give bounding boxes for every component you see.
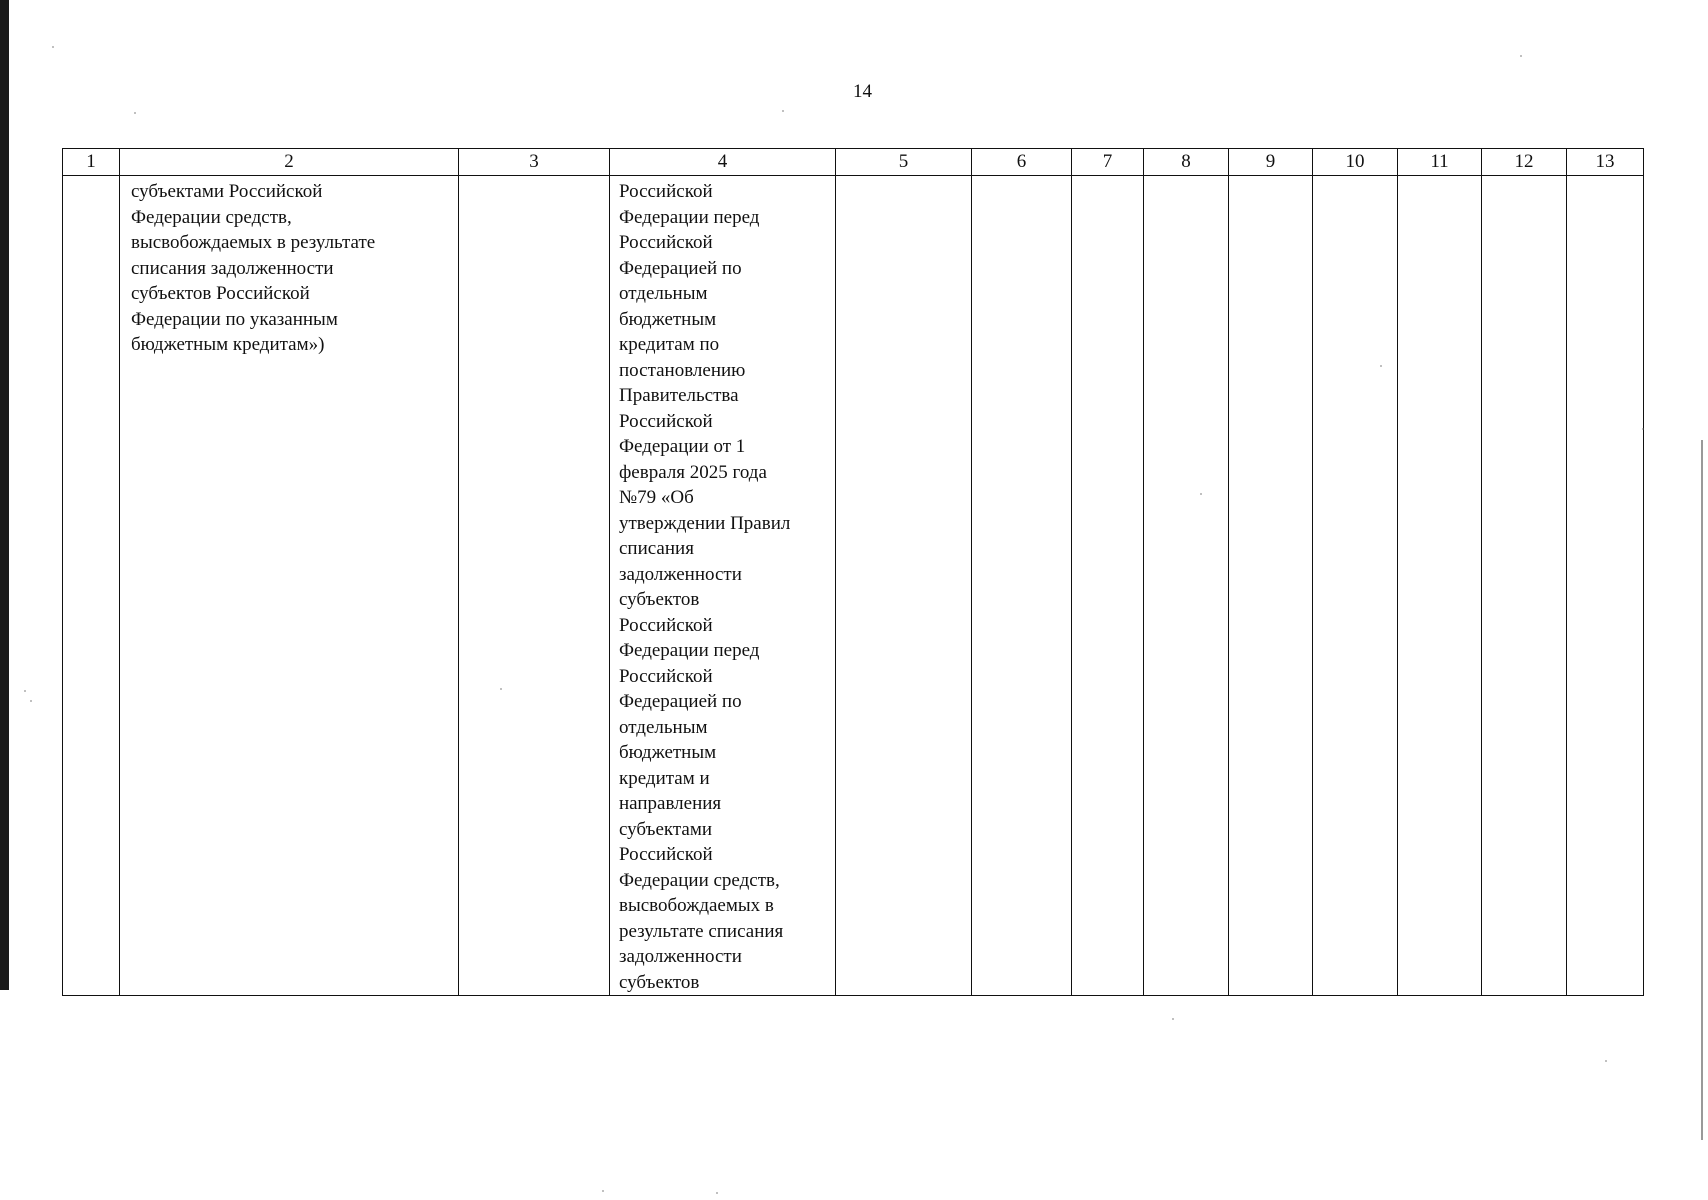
page-number: 14 — [853, 81, 872, 102]
column-header: 3 — [459, 149, 610, 176]
scan-speck — [24, 690, 26, 692]
column-header: 7 — [1072, 149, 1144, 176]
scan-speck — [716, 1192, 718, 1194]
column-header: 2 — [120, 149, 459, 176]
column-header: 10 — [1313, 149, 1398, 176]
cell-text: Российской Федерации перед Российской Федерацией по отдельным бюджетным кредитам по постановлению Правительства Российской Федерации от 1 февраля 2025 года №79 «Об утверждении Правил списания задолженности субъектов Российской Федерации перед Российской Федерацией по отдельным бюджетным кредитам и направления субъектами Российской Федерации средств, высвобождаемых в результате списания задолженности субъектов — [619, 181, 791, 993]
table-cell — [1144, 176, 1229, 996]
document-table — [62, 148, 1644, 996]
column-header: 11 — [1398, 149, 1482, 176]
scan-speck — [1380, 365, 1382, 367]
column-header: 8 — [1144, 149, 1229, 176]
scan-speck — [1200, 493, 1202, 495]
table-cell — [1229, 176, 1313, 996]
column-header: 12 — [1482, 149, 1567, 176]
table-cell — [836, 176, 972, 996]
table-cell — [1072, 176, 1144, 996]
cell-text — [1313, 176, 1397, 179]
table-cell — [610, 176, 836, 996]
cell-text — [1567, 176, 1643, 179]
table-cell — [1313, 176, 1398, 996]
table-cell — [1398, 176, 1482, 996]
scan-speck — [30, 700, 32, 702]
cell-text — [972, 176, 1071, 179]
scan-speck — [1642, 428, 1644, 430]
table-cell — [459, 176, 610, 996]
scan-edge-line — [1701, 440, 1703, 1140]
scan-speck — [1520, 55, 1522, 57]
scan-speck — [134, 112, 136, 114]
scan-speck — [1172, 1018, 1174, 1020]
cell-text — [836, 176, 971, 179]
column-header: 4 — [610, 149, 836, 176]
table-row — [63, 176, 1644, 996]
column-header: 5 — [836, 149, 972, 176]
table-cell — [1482, 176, 1567, 996]
column-header: 6 — [972, 149, 1072, 176]
cell-text — [1072, 176, 1143, 179]
table-cell — [1567, 176, 1644, 996]
cell-text — [63, 176, 119, 179]
scan-speck — [500, 688, 502, 690]
cell-text — [1229, 176, 1312, 179]
cell-text — [1398, 176, 1481, 179]
scan-speck — [1605, 1060, 1607, 1062]
scan-speck — [52, 46, 54, 48]
cell-text — [1482, 176, 1566, 179]
table-cell — [63, 176, 120, 996]
scan-speck — [602, 1190, 604, 1192]
column-header: 1 — [63, 149, 120, 176]
table-cell — [120, 176, 459, 996]
cell-text — [459, 176, 609, 179]
table-cell — [972, 176, 1072, 996]
scan-edge-shadow — [0, 0, 9, 990]
cell-text — [1144, 176, 1228, 179]
column-header: 9 — [1229, 149, 1313, 176]
cell-text: субъектами Российской Федерации средств, высвобождаемых в результате списания задолженности субъектов Российской Федерации по указанным бюджетным кредитам») — [131, 181, 376, 355]
column-header: 13 — [1567, 149, 1644, 176]
scan-speck — [782, 110, 784, 112]
table-header-row — [63, 149, 1644, 176]
